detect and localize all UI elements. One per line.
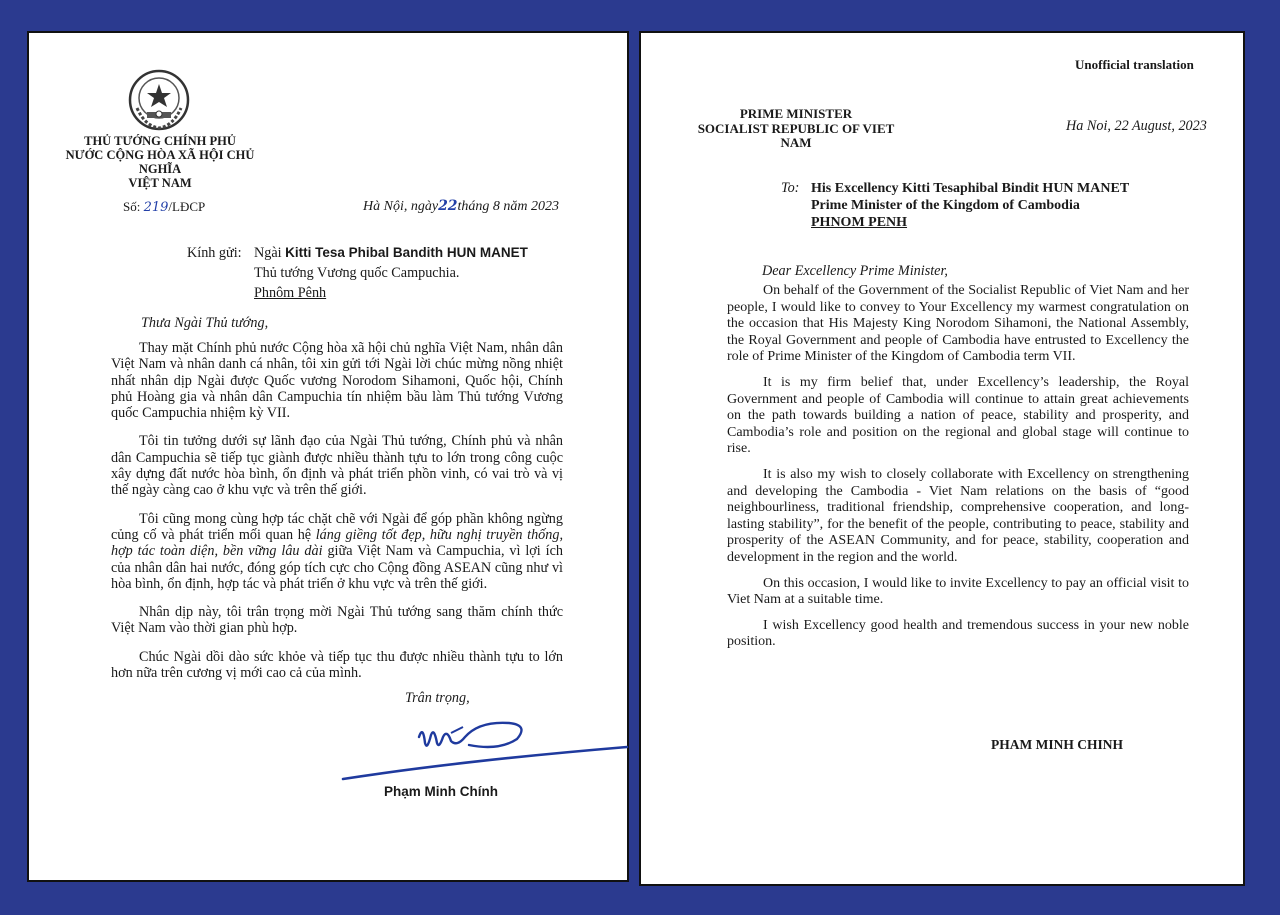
vn-to-name: Kitti Tesa Phibal Bandith HUN MANET: [285, 245, 528, 260]
unofficial-label: Unofficial translation: [1075, 57, 1194, 72]
en-paragraph-2: It is my firm belief that, under Excellency’s leadership, the Royal Government and people of Cambodia will continue to attain great achievements on the path towards building a nation of peace, stability and prosperity, and Cambodia’s role and position on the regional and global stage will continue to rise.: [727, 374, 1189, 457]
vn-to-title: Thủ tướng Vương quốc Campuchia.: [254, 265, 460, 281]
en-signer: PHAM MINH CHINH: [991, 737, 1123, 752]
vn-date: [363, 198, 559, 215]
en-to-title: Prime Minister of the Kingdom of Cambodia: [811, 198, 1080, 213]
vn-to-label: Kính gửi:: [187, 245, 242, 261]
vn-recipient-block: [254, 243, 614, 303]
en-date: Ha Noi, 22 August, 2023: [1066, 118, 1207, 134]
vn-paragraph-1: Thay mặt Chính phủ nước Cộng hòa xã hội chủ nghĩa Việt Nam, nhân dân Việt Nam và nhân danh cá nhân, tôi xin gửi tới Ngài lời chúc mừng nồng nhiệt nhất nhân dịp Ngài được Quốc vương Norodom Sihamoni, Quốc hội, Chính phủ Hoàng gia và nhân dân Campuchia tín nhiệm bầu làm Thủ tướng Vương quốc Campuchia nhiệm kỳ VII.: [111, 340, 563, 422]
en-header-line1: PRIME MINISTER: [739, 106, 853, 121]
en-salutation: Dear Excellency Prime Minister,: [762, 263, 948, 279]
vn-header: [49, 134, 271, 190]
en-header: [681, 107, 911, 151]
vn-signer: Phạm Minh Chính: [384, 784, 498, 799]
vietnamese-letter: [27, 31, 629, 882]
en-to-name: His Excellency Kitti Tesaphibal Bindit HUN MANET: [811, 181, 1130, 196]
number-handwritten: 219: [143, 200, 169, 215]
english-translation: [639, 31, 1245, 886]
en-to-label: To:: [781, 180, 800, 196]
vn-closing: Trân trọng,: [405, 690, 470, 706]
en-paragraph-3: It is also my wish to closely collaborate with Excellency on strengthening and developing the Cambodia - Viet Nam relations on the basis of “good neighbourliness, traditional friendship, comprehensive cooperation, and long-lasting stability”, for the benefit of the people, contributing to peace, stability and prosperity of the ASEAN Community, and for peace, stability, cooperation and development in the region and the world.: [727, 466, 1189, 565]
vn-paragraph-3a: Tôi cũng mong cùng hợp tác chặt chẽ với Ngài để góp phần không ngừng củng cố và phát triển mối quan hệ: [111, 510, 563, 543]
number-label: Số:: [123, 199, 141, 214]
number-suffix: /LĐCP: [168, 199, 206, 214]
en-recipient: [811, 180, 1231, 231]
vn-paragraph-4: Nhân dịp này, tôi trân trọng mời Ngài Thủ tướng sang thăm chính thức Việt Nam vào thời gian phù hợp.: [111, 604, 563, 637]
en-paragraph-1: On behalf of the Government of the Socialist Republic of Viet Nam and her people, I would like to convey to Your Excellency my warmest congratulation on the occasion that His Majesty King Norodom Sihamoni, the National Assembly, the Royal Government and people of Cambodia have entrusted to Excellency the role of Prime Minister of the Kingdom of Cambodia term VII.: [727, 283, 1189, 365]
national-emblem-icon: [127, 68, 191, 132]
vn-header-line2: NƯỚC CỘNG HÒA XÃ HỘI CHỦ NGHĨA: [65, 148, 255, 176]
document-number: [123, 199, 205, 215]
vn-to-name-prefix: Ngài: [254, 245, 286, 261]
vn-to-city: Phnôm Pênh: [254, 285, 327, 301]
en-to-city: PHNOM PENH: [811, 215, 908, 230]
vn-date-day: 22: [438, 198, 458, 214]
vn-salutation: Thưa Ngài Thủ tướng,: [141, 315, 269, 331]
en-paragraph-4: On this occasion, I would like to invite Excellency to pay an official visit to Viet Nam at a suitable time.: [727, 575, 1189, 608]
en-body: [727, 283, 1189, 651]
vn-paragraph-3b: láng giềng tốt đẹp, hữu nghị truyền thống, hợp tác toàn diện, bền vững lâu dài: [111, 526, 564, 560]
vn-header-line1: THỦ TƯỚNG CHÍNH PHỦ: [84, 134, 236, 148]
vn-paragraph-2: Tôi tin tưởng dưới sự lãnh đạo của Ngài Thủ tướng, Chính phủ và nhân dân Campuchia sẽ tiếp tục giành được nhiều thành tựu to lớn trong công cuộc xây dựng đất nước hòa bình, ổn định và phát triển phồn vinh, có vai trò và vị thế ngày càng cao ở khu vực và trên thế giới.: [111, 433, 563, 499]
vn-paragraph-3c: giữa Việt Nam và Campuchia, vì lợi ích của nhân dân hai nước, đóng góp tích cực cho Cộng đồng ASEAN cũng như vì hòa bình, ổn định, hợp tác và phát triển ở khu vực và trên thế giới.: [111, 543, 563, 592]
vn-recipient: [187, 243, 242, 263]
signature-image: [339, 707, 629, 787]
vn-paragraph-3: [111, 511, 563, 592]
vn-date-pre: Hà Nội, ngày: [363, 199, 439, 214]
en-header-line2: SOCIALIST REPUBLIC OF VIET NAM: [697, 120, 895, 150]
en-paragraph-5: I wish Excellency good health and tremendous success in your new noble position.: [727, 617, 1189, 650]
vn-date-post: tháng 8 năm 2023: [457, 199, 560, 214]
vn-header-line3: VIỆT NAM: [128, 176, 192, 190]
vn-paragraph-5: Chúc Ngài dồi dào sức khỏe và tiếp tục thu được nhiều thành tựu to lớn hơn nữa trên cương vị mới cao cả của mình.: [111, 648, 563, 682]
vn-body: [111, 340, 563, 681]
